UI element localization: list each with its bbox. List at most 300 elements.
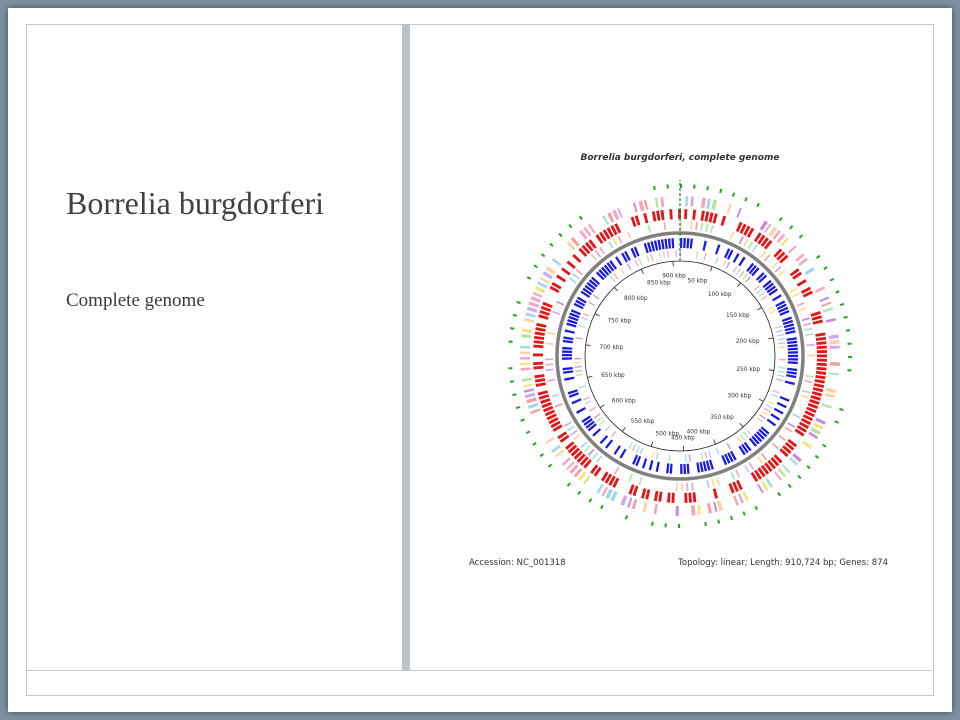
outer-feature-band-mark — [520, 367, 530, 370]
outer-feature-band-mark — [717, 501, 723, 512]
innermost-feature-band-mark — [778, 367, 785, 369]
forward-strand-cds — [533, 345, 543, 349]
slide — [8, 8, 952, 712]
outer-feature-band-mark — [540, 277, 550, 284]
innermost-feature-band-mark — [757, 417, 763, 422]
inner-feature-band-mark — [567, 426, 575, 432]
outer-feature-band-mark — [562, 457, 571, 466]
outer-feature-band-mark — [711, 200, 717, 211]
inner-feature-band-mark — [787, 422, 795, 428]
kbp-tick — [737, 283, 740, 287]
reverse-strand-cds — [668, 238, 671, 248]
forward-strand-cds — [816, 367, 826, 371]
reverse-strand-cds — [690, 238, 693, 248]
inner-feature-band-mark — [552, 311, 560, 315]
inner-feature-band-mark — [729, 232, 734, 240]
outer-feature-tick — [600, 505, 604, 509]
inner-feature-band-mark — [663, 222, 666, 230]
reverse-strand-cds — [656, 462, 660, 472]
innermost-feature-band-mark — [613, 273, 618, 279]
innermost-feature-band-mark — [739, 271, 744, 277]
innermost-feature-band-mark — [762, 411, 768, 416]
outer-feature-tick — [516, 406, 520, 409]
forward-strand-cds — [536, 382, 546, 387]
inner-feature-band-mark — [760, 251, 766, 258]
topology-label: Topology: linear; Length: 910,724 bp; Genes: 874 — [678, 558, 888, 568]
inner-feature-band-mark — [796, 302, 804, 307]
inner-feature-band-mark — [802, 390, 810, 394]
outer-feature-tick — [822, 444, 826, 448]
forward-strand-cds — [815, 375, 825, 379]
reverse-strand-cds — [786, 374, 796, 378]
innermost-feature-band-mark — [656, 452, 659, 459]
reverse-strand-cds — [670, 464, 673, 474]
innermost-feature-band-mark — [761, 295, 767, 300]
kbp-tick-label: 550 kbp — [630, 418, 655, 425]
outer-feature-tick — [706, 186, 709, 190]
forward-strand-cds — [816, 371, 826, 375]
outer-feature-band-mark — [638, 201, 644, 212]
inner-feature-band-mark — [681, 483, 683, 491]
kbp-tick — [600, 405, 604, 408]
reverse-strand-cds — [696, 462, 700, 472]
outer-feature-tick — [548, 464, 552, 468]
forward-strand-cds — [684, 209, 687, 219]
outer-feature-band-mark — [602, 215, 609, 225]
outer-feature-tick — [625, 515, 628, 519]
outer-feature-band-mark — [822, 403, 832, 409]
innermost-feature-band-mark — [588, 302, 595, 307]
outer-feature-tick — [577, 491, 581, 495]
forward-strand-cds — [813, 387, 823, 392]
inner-feature-band-mark — [628, 473, 633, 481]
reverse-strand-cds — [563, 367, 573, 370]
outer-feature-tick — [704, 522, 707, 526]
forward-strand-cds — [720, 216, 726, 226]
kbp-tick — [586, 345, 591, 346]
innermost-feature-band-mark — [579, 385, 586, 388]
reverse-strand-cds — [700, 462, 704, 472]
inner-feature-band-mark — [639, 477, 643, 485]
outer-feature-band-mark — [701, 198, 706, 208]
inner-feature-band-mark — [735, 470, 740, 478]
outer-feature-band-mark — [520, 363, 530, 366]
outer-feature-band-mark — [830, 362, 840, 366]
innermost-feature-band-mark — [722, 260, 726, 267]
outer-feature-tick — [510, 380, 514, 383]
kbp-tick — [757, 307, 761, 310]
inner-feature-band-mark — [706, 480, 709, 488]
forward-strand-cds — [692, 210, 696, 220]
innermost-feature-band-mark — [689, 454, 691, 461]
forward-strand-cds — [684, 493, 687, 503]
outer-feature-tick — [540, 453, 544, 457]
forward-strand-cds — [688, 493, 692, 503]
inner-feature-band-mark — [711, 479, 715, 487]
forward-strand-cds — [536, 323, 546, 328]
reverse-strand-cds — [657, 240, 661, 250]
innermost-feature-band-mark — [627, 264, 632, 271]
innermost-feature-band-mark — [769, 310, 776, 314]
innermost-feature-band-mark — [575, 366, 582, 368]
outer-feature-band-mark — [819, 297, 829, 303]
outer-feature-band-mark — [829, 334, 839, 339]
outer-feature-band-mark — [788, 245, 797, 253]
innermost-feature-band-mark — [578, 325, 585, 328]
outer-feature-band-mark — [742, 491, 749, 501]
outer-feature-band-mark — [823, 307, 833, 312]
outer-feature-tick — [744, 197, 747, 201]
innermost-feature-band-mark — [766, 404, 773, 409]
inner-feature-band-mark — [807, 355, 815, 357]
innermost-feature-band-mark — [726, 262, 730, 269]
forward-strand-cds — [535, 331, 545, 335]
innermost-feature-band-mark — [759, 292, 765, 297]
inner-feature-band-mark — [744, 465, 750, 473]
reverse-strand-cds — [642, 458, 647, 468]
reverse-strand-cds — [687, 464, 690, 474]
inner-feature-band-mark — [802, 317, 810, 321]
outer-feature-band-mark — [676, 506, 679, 516]
reverse-strand-cds — [563, 336, 573, 340]
outer-feature-band-mark — [643, 502, 648, 512]
innermost-feature-band-mark — [704, 452, 707, 459]
inner-feature-band-mark — [764, 255, 771, 262]
inner-feature-band-mark — [547, 379, 555, 382]
inner-feature-band-mark — [676, 483, 678, 491]
reverse-strand-cds — [605, 439, 613, 448]
reverse-strand-cds — [562, 354, 572, 356]
outer-feature-tick — [839, 408, 843, 411]
reverse-strand-cds — [564, 377, 574, 381]
innermost-feature-band-mark — [574, 362, 581, 364]
outer-feature-band-mark — [738, 493, 744, 503]
kbp-tick — [710, 267, 712, 272]
innermost-feature-band-mark — [668, 454, 670, 461]
innermost-feature-band-mark — [635, 260, 639, 267]
outer-feature-band-mark — [555, 450, 564, 458]
inner-feature-band-mark — [591, 254, 598, 261]
innermost-feature-band-mark — [771, 394, 778, 398]
inner-feature-band-mark — [613, 238, 618, 246]
reverse-strand-cds — [576, 407, 586, 414]
kbp-tick-label: 400 kbp — [686, 429, 711, 436]
inner-feature-band-mark — [705, 224, 708, 232]
innermost-feature-band-mark — [583, 313, 590, 317]
inner-feature-band-mark — [545, 364, 553, 366]
outer-feature-band-mark — [654, 504, 658, 514]
inner-feature-band-mark — [596, 455, 602, 462]
kbp-tick — [641, 269, 643, 274]
outer-feature-tick — [806, 465, 810, 469]
kbp-tick — [614, 287, 617, 291]
kbp-tick-label: 450 kbp — [671, 435, 695, 442]
outer-feature-tick — [742, 511, 745, 515]
innermost-feature-band-mark — [727, 443, 731, 450]
outer-feature-tick — [799, 234, 803, 238]
innermost-feature-band-mark — [610, 276, 616, 282]
outer-feature-band-mark — [583, 475, 591, 484]
innermost-feature-band-mark — [776, 378, 783, 381]
outer-feature-band-mark — [825, 393, 835, 398]
innermost-feature-band-mark — [745, 276, 751, 282]
outer-feature-tick — [835, 290, 839, 293]
inner-feature-band-mark — [800, 395, 808, 399]
outer-feature-tick — [579, 216, 583, 220]
kbp-tick-label: 250 kbp — [736, 366, 761, 373]
reverse-strand-cds — [563, 340, 573, 344]
forward-strand-cds — [533, 362, 543, 365]
outer-feature-band-mark — [685, 196, 688, 206]
inner-feature-band-mark — [772, 442, 779, 449]
reverse-strand-cds — [738, 257, 745, 267]
outer-feature-band-mark — [805, 267, 815, 275]
forward-strand-cds — [817, 363, 827, 366]
inner-feature-band-mark — [700, 223, 703, 231]
forward-strand-cds — [534, 336, 544, 340]
outer-feature-tick — [823, 266, 827, 270]
inner-feature-band-mark — [757, 456, 763, 463]
inner-feature-band-mark — [779, 435, 786, 441]
outer-feature-tick — [516, 301, 520, 304]
reverse-strand-cds — [686, 238, 689, 248]
outer-feature-tick — [526, 430, 530, 434]
kbp-tick-label: 300 kbp — [727, 393, 752, 400]
column-divider — [402, 24, 410, 670]
innermost-feature-band-mark — [778, 342, 785, 344]
inner-feature-band-mark — [690, 221, 692, 229]
forward-strand-cds — [814, 383, 824, 388]
inner-feature-band-mark — [805, 333, 813, 336]
innermost-feature-band-mark — [583, 396, 590, 400]
inner-feature-band-mark — [555, 403, 563, 408]
innermost-feature-band-mark — [575, 337, 582, 339]
kbp-tick-label: 650 kbp — [601, 372, 625, 379]
innermost-feature-band-mark — [652, 451, 655, 458]
outer-feature-tick — [651, 522, 654, 526]
reverse-strand-cds — [614, 445, 621, 455]
reverse-strand-cds — [661, 239, 665, 249]
inner-feature-band-mark — [573, 434, 580, 440]
outer-feature-band-mark — [524, 318, 534, 323]
forward-strand-cds — [817, 350, 827, 353]
outer-feature-band-mark — [627, 498, 632, 508]
innermost-feature-band-mark — [636, 446, 640, 453]
kbp-tick-label: 850 kbp — [647, 280, 671, 287]
inner-feature-band-mark — [556, 301, 564, 306]
forward-strand-cds — [816, 341, 826, 345]
outer-feature-band-mark — [522, 328, 532, 333]
inner-feature-band-mark — [580, 442, 587, 449]
outer-feature-band-mark — [620, 495, 627, 506]
reverse-strand-cds — [680, 464, 682, 474]
outer-feature-tick — [717, 519, 720, 523]
kbp-tick-label: 350 kbp — [710, 415, 734, 422]
reverse-strand-cds — [571, 398, 581, 404]
inner-feature-band-mark — [747, 242, 753, 250]
innermost-feature-band-mark — [773, 390, 780, 394]
inner-feature-band-mark — [695, 222, 698, 230]
outer-feature-tick — [520, 418, 524, 421]
kbp-tick — [759, 399, 763, 401]
inner-feature-band-mark — [592, 452, 598, 459]
forward-strand-cds — [660, 210, 664, 220]
innermost-feature-band-mark — [594, 414, 600, 419]
inner-feature-band-mark — [647, 225, 651, 233]
reverse-strand-cds — [788, 348, 798, 351]
innermost-feature-band-mark — [589, 407, 596, 412]
reverse-strand-cds — [767, 419, 776, 427]
footer-rule — [26, 670, 932, 671]
innermost-feature-band-mark — [779, 346, 786, 348]
outer-feature-tick — [541, 253, 545, 257]
kbp-tick — [595, 314, 599, 316]
innermost-feature-band-mark — [593, 294, 599, 299]
reverse-strand-cds — [562, 357, 572, 359]
innermost-feature-band-mark — [632, 444, 636, 451]
inner-feature-band-mark — [588, 449, 595, 456]
reverse-strand-cds — [787, 344, 797, 347]
inner-feature-band-mark — [545, 358, 553, 360]
forward-strand-cds — [535, 378, 545, 383]
outer-feature-tick — [830, 278, 834, 282]
inner-feature-band-mark — [686, 483, 688, 491]
kbp-tick — [740, 423, 743, 427]
inner-feature-band-mark — [564, 421, 572, 427]
outer-feature-band-mark — [713, 502, 717, 512]
innermost-feature-band-mark — [776, 330, 783, 333]
outer-feature-band-mark — [521, 334, 531, 338]
outer-feature-tick — [847, 369, 851, 371]
innermost-feature-band-mark — [716, 448, 720, 455]
inner-feature-band-mark — [761, 453, 767, 460]
outer-feature-tick — [816, 255, 820, 259]
outer-feature-tick — [667, 184, 669, 188]
outer-feature-tick — [513, 314, 517, 317]
reverse-strand-cds — [780, 396, 790, 402]
innermost-feature-band-mark — [740, 434, 745, 440]
inner-feature-band-mark — [793, 413, 801, 418]
outer-feature-tick — [834, 420, 838, 423]
reverse-strand-cds — [683, 238, 686, 248]
outer-feature-band-mark — [526, 397, 537, 403]
inner-feature-band-mark — [752, 245, 758, 253]
outer-feature-tick — [510, 327, 514, 330]
reverse-strand-cds — [733, 253, 740, 263]
reverse-strand-cds — [787, 371, 797, 375]
forward-strand-cds — [709, 212, 714, 222]
reverse-strand-cds — [563, 370, 573, 374]
outer-feature-tick — [730, 516, 733, 520]
outer-feature-tick — [533, 264, 537, 268]
outer-feature-tick — [797, 475, 801, 479]
innermost-feature-band-mark — [667, 251, 669, 258]
kbp-tick-label: 500 kbp — [655, 431, 680, 438]
inner-feature-band-mark — [798, 307, 806, 311]
genome-map-heading: Borrelia burgdorferi, complete genome — [580, 153, 780, 163]
kbp-tick-label: 750 kbp — [607, 318, 632, 325]
outer-feature-tick — [754, 506, 758, 510]
outer-feature-band-mark — [815, 286, 825, 293]
outer-feature-tick — [678, 524, 680, 528]
outer-feature-band-mark — [830, 345, 840, 348]
reverse-strand-cds — [787, 341, 797, 344]
outer-feature-band-mark — [782, 465, 790, 474]
outer-feature-band-mark — [815, 418, 825, 425]
outer-feature-band-mark — [523, 384, 533, 388]
outer-feature-tick — [840, 303, 844, 306]
inner-feature-band-mark — [691, 482, 693, 490]
outer-feature-band-mark — [532, 292, 542, 298]
reverse-strand-cds — [777, 402, 787, 408]
inner-feature-band-mark — [576, 269, 583, 275]
innermost-feature-band-mark — [620, 268, 625, 274]
outer-feature-tick — [527, 276, 531, 280]
reverse-strand-cds — [615, 256, 622, 266]
forward-strand-cds — [572, 254, 581, 263]
innermost-feature-band-mark — [663, 251, 665, 258]
outer-feature-tick — [509, 340, 513, 342]
forward-strand-cds — [556, 275, 566, 283]
inner-feature-band-mark — [608, 241, 614, 249]
innermost-feature-band-mark — [708, 451, 711, 458]
inner-feature-band-mark — [547, 332, 555, 335]
inner-feature-band-mark — [595, 250, 601, 257]
innermost-feature-band-mark — [743, 432, 748, 438]
outer-feature-band-mark — [551, 445, 561, 453]
innermost-feature-band-mark — [767, 306, 774, 310]
kbp-tick — [768, 338, 773, 339]
innermost-feature-band-mark — [779, 359, 786, 360]
outer-feature-band-mark — [530, 408, 540, 414]
outer-feature-band-mark — [530, 296, 541, 303]
forward-strand-cds — [645, 489, 650, 499]
forward-strand-cds — [693, 492, 697, 502]
reverse-strand-cds — [619, 449, 626, 459]
innermost-feature-band-mark — [768, 401, 775, 405]
forward-strand-cds — [643, 213, 648, 223]
inner-feature-band-mark — [569, 277, 577, 283]
innermost-feature-band-mark — [638, 258, 642, 265]
inner-feature-band-mark — [710, 225, 714, 233]
reverse-strand-cds — [565, 329, 575, 333]
circular-genome-map — [448, 132, 908, 572]
reverse-strand-cds — [671, 238, 674, 248]
outer-feature-band-mark — [736, 208, 742, 218]
kbp-tick — [769, 370, 774, 371]
outer-feature-tick — [558, 233, 562, 237]
outer-feature-band-mark — [691, 505, 695, 515]
forward-strand-cds — [816, 337, 826, 341]
innermost-feature-band-mark — [611, 431, 616, 437]
innermost-feature-band-mark — [777, 334, 784, 337]
inner-feature-band-mark — [743, 239, 748, 247]
outer-feature-tick — [732, 192, 735, 196]
forward-strand-cds — [815, 332, 825, 336]
genome-backbone — [557, 233, 803, 479]
outer-feature-band-mark — [633, 202, 638, 212]
outer-feature-band-mark — [527, 307, 538, 313]
inner-feature-band-mark — [804, 328, 812, 331]
outer-feature-band-mark — [802, 441, 812, 449]
outer-feature-band-mark — [529, 301, 539, 307]
inner-feature-band-mark — [739, 236, 744, 244]
forward-strand-cds — [713, 213, 718, 223]
inner-feature-band-mark — [785, 427, 793, 433]
forward-strand-cds — [700, 211, 704, 221]
forward-strand-cds — [658, 491, 662, 501]
reverse-strand-cds — [562, 350, 572, 353]
